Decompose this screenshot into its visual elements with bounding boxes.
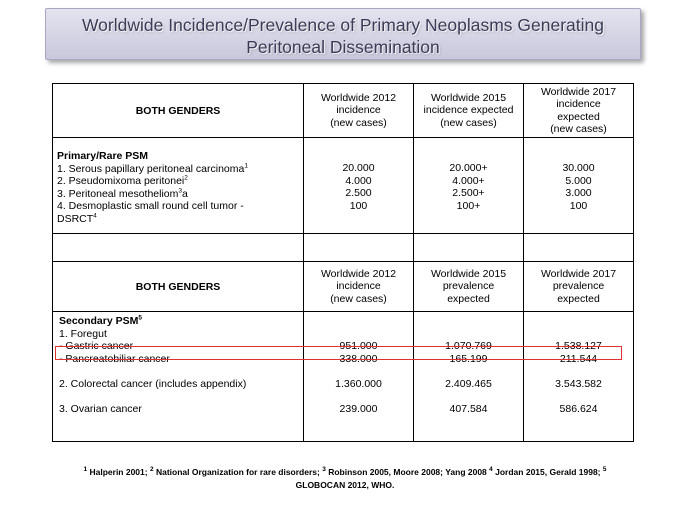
gastric-highlight-box (55, 346, 622, 360)
table1-col1-values: 20.000 4.000 2.500 100 (304, 138, 414, 234)
table2-labels (53, 312, 304, 442)
list-item: - Pancreatobiliar cancer (59, 352, 170, 365)
table2-header-row (53, 262, 634, 312)
section-title-primary: Primary/Rare PSM (57, 150, 149, 162)
table1-body-row (53, 138, 634, 234)
list-item: 4. Desmoplastic small round cell tumor - (57, 200, 244, 212)
list-item: 2. Pseudomixoma peritonei$^2$ (57, 174, 188, 187)
table2-header-col2: Worldwide 2015 prevalence expected (414, 262, 524, 312)
footnote: $^1$ Halperin 2001; $^2$ National Organization for rare disorders; $^3$ Robinson 2005, Moore 2008; Yang 2008 $^4$ Jordan 2015, Gerald 1998; $^5$ GLOBOCAN 2012, WHO. (83, 466, 607, 490)
list-item: 1. Serous papillary peritoneal carcinoma$^1$ (57, 162, 248, 175)
table2-col2-values: 1.070.769 165.199 2.409.465 407.584 (414, 312, 524, 442)
list-item: - Gastric cancer (59, 340, 134, 352)
table1-header-row (53, 84, 634, 138)
list-item (59, 365, 299, 378)
data-table (52, 83, 634, 442)
table1-header-col2: Worldwide 2015 incidence expected (new cases) (414, 84, 524, 138)
list-item: 3. Peritoneal mesotheliom$^3$a (57, 187, 188, 200)
table2-header-col1: Worldwide 2012 incidence (new cases) (304, 262, 414, 312)
slide-title: Worldwide Incidence/Prevalence of Primary Neoplasms Generating Peritoneal Dissemination (81, 15, 604, 57)
table1-labels (53, 138, 304, 234)
table2-col1-values: 951.000 338.000 1.360.000 239.000 (304, 312, 414, 442)
spacer-row (53, 234, 634, 262)
table2-col3-values: 1.538.127 211.544 3.543.582 586.624 (524, 312, 634, 442)
list-item (59, 390, 299, 403)
table1-header-col3: Worldwide 2017 incidence expected (new cases) (524, 84, 634, 138)
table2-header-col3: Worldwide 2017 prevalence expected (524, 262, 634, 312)
table1-col2-values: 20.000+ 4.000+ 2.500+ 100+ (414, 138, 524, 234)
table1-col3-values: 30.000 5.000 3.000 100 (524, 138, 634, 234)
table2-body-row (53, 312, 634, 442)
title-box (45, 8, 641, 60)
table2-header-label: BOTH GENDERS (53, 262, 304, 312)
section-title-secondary: Secondary PSM$^5$ (59, 314, 142, 327)
list-item: 1. Foregut (59, 327, 107, 340)
list-item: 3. Ovarian cancer (59, 402, 142, 415)
list-item: 2. Colorectal cancer (includes appendix) (59, 377, 247, 390)
list-item: DSRCT$^4$ (57, 212, 97, 225)
table1-header-label: BOTH GENDERS (53, 84, 304, 138)
table1-header-col1: Worldwide 2012 incidence (new cases) (304, 84, 414, 138)
